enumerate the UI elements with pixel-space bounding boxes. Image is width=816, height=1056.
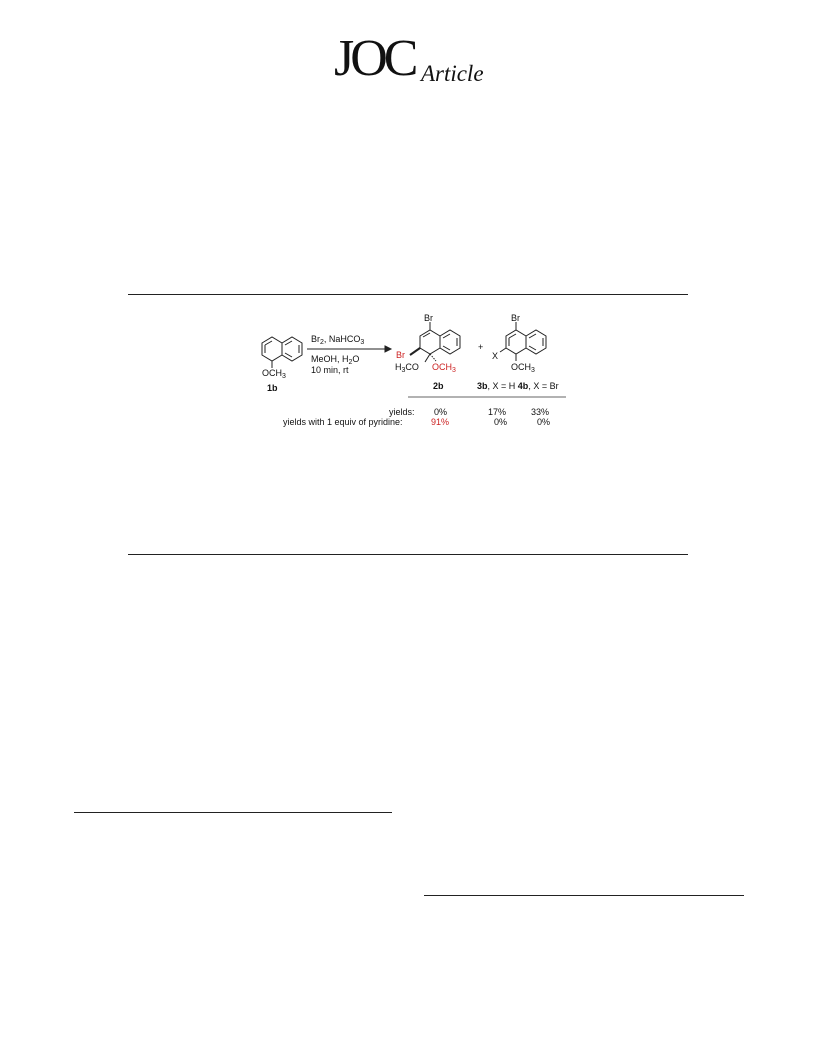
dihydronaphthalene-2b (410, 322, 460, 362)
compound-4b-rest: , X = Br (528, 381, 559, 391)
journal-logo-main: JOC (334, 30, 415, 87)
journal-logo-suffix: Article (420, 61, 484, 86)
yield-2b: 0% (434, 407, 448, 417)
reagent-line-2: MeOH, $H_2O$ (311, 354, 360, 366)
naphthalene-1b (262, 337, 302, 368)
compound-3b-4b-label (477, 381, 559, 392)
compound-4b-bold: 4b (517, 381, 529, 391)
pyridine-yield-2b: 91% (431, 417, 450, 427)
compound-3b4b-top-br: Br (511, 313, 520, 323)
compound-3b4b-x: X (492, 351, 499, 361)
compound-2b-top-br: Br (424, 313, 433, 323)
compound-1b-substituent: $OCH_3$ (262, 368, 286, 380)
footnote-rule-left (74, 812, 392, 813)
reagent-line-1: $Br_2$, NaHCO$_3$ (311, 334, 365, 346)
yields-label: yields: (389, 407, 415, 417)
pyridine-yield-4b: 0% (537, 417, 551, 427)
compound-3b-rest: , X = H (487, 381, 516, 391)
pyridine-yield-3b: 0% (494, 417, 508, 427)
compound-3b-bold: 3b (477, 381, 488, 391)
compound-3b4b-bottom: $OCH_3$ (511, 362, 535, 374)
compound-2b-bottom-right: $OCH_3$ (432, 362, 456, 374)
compound-1b-label: 1b (267, 383, 278, 393)
compound-2b-left-br: Br (396, 350, 405, 360)
yield-4b: 33% (531, 407, 550, 417)
reagent-line-3: 10 min, rt (311, 365, 349, 375)
yield-3b: 17% (488, 407, 507, 417)
footnote-rule-right (424, 895, 744, 896)
plus-sign: + (478, 342, 484, 352)
compound-2b-label: 2b (433, 381, 444, 391)
compound-2b-bottom-left: $H_3CO$ (395, 362, 419, 374)
pyridine-yields-label: yields with 1 equiv of pyridine: (283, 417, 403, 427)
naphthalene-3b-4b (500, 322, 546, 361)
